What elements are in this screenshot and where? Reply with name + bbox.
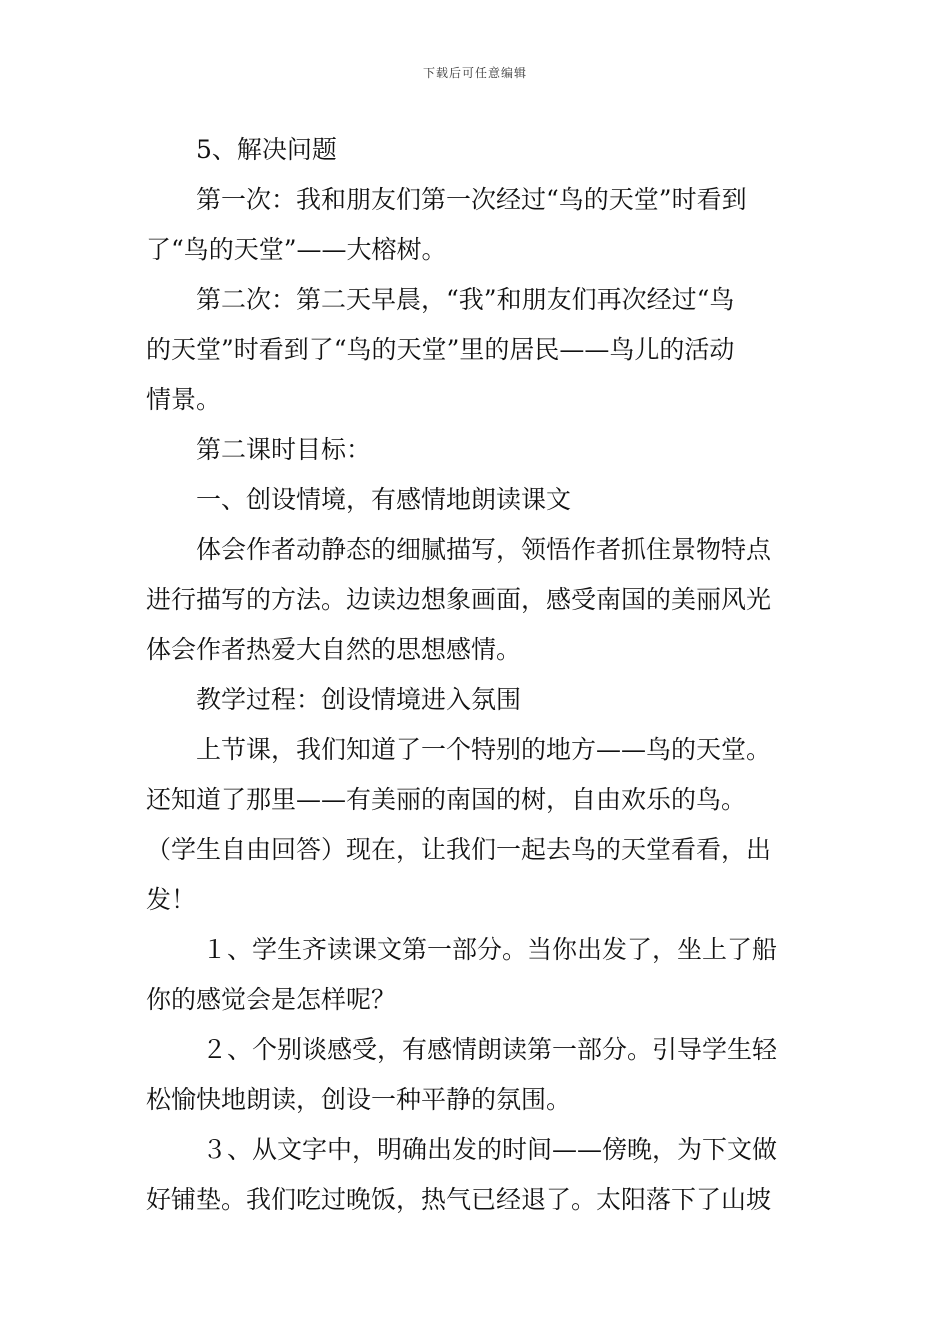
text-line: 第一次：我和朋友们第一次经过“鸟的天堂”时看到 [196, 185, 747, 214]
text-line: 一、创设情境，有感情地朗读课文 [196, 485, 572, 514]
section-heading: 5、解决问题 [196, 135, 337, 164]
text-line: ２、个别谈感受，有感情朗读第一部分。引导学生轻 [202, 1035, 778, 1064]
text-line: 教学过程：创设情境进入氛围 [196, 685, 522, 714]
text-line: 松愉快地朗读，创设一种平静的氛围。 [146, 1085, 572, 1114]
text-line: ３、从文字中，明确出发的时间——傍晚，为下文做 [202, 1135, 778, 1164]
text-line: 体会作者动静态的细腻描写，领悟作者抓住景物特点 [196, 535, 772, 564]
text-line: 你的感觉会是怎样呢？ [146, 985, 397, 1014]
text-line: （学生自由回答）现在，让我们一起去鸟的天堂看看，出 [146, 835, 772, 864]
page-header: 下载后可任意编辑 [422, 66, 527, 80]
text-line: 第二次：第二天早晨，“我”和朋友们再次经过“鸟 [196, 285, 735, 314]
text-line: １、学生齐读课文第一部分。当你出发了，坐上了船 [202, 935, 778, 964]
text-line: 发！ [146, 885, 197, 914]
text-line: 进行描写的方法。边读边想象画面，感受南国的美丽风光 [146, 585, 772, 614]
text-line: 好铺垫。我们吃过晚饭，热气已经退了。太阳落下了山坡 [146, 1185, 772, 1214]
text-line: 还知道了那里——有美丽的南国的树，自由欢乐的鸟。 [146, 785, 747, 814]
text-line: 的天堂”时看到了“鸟的天堂”里的居民——鸟儿的活动 [146, 335, 735, 364]
text-line: 情景。 [146, 385, 222, 414]
text-line: 了“鸟的天堂”——大榕树。 [146, 235, 447, 264]
text-line: 上节课，我们知道了一个特别的地方——鸟的天堂。 [196, 735, 772, 764]
text-line: 体会作者热爱大自然的思想感情。 [146, 635, 522, 664]
document-body [146, 125, 814, 1225]
text-line: 第二课时目标： [196, 435, 372, 464]
